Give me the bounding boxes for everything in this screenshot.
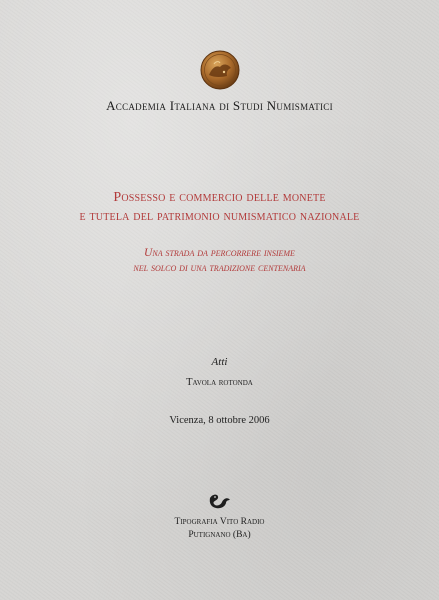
proceedings-label: Atti (211, 356, 228, 368)
publisher-logo-icon (207, 492, 233, 510)
publisher-block (0, 516, 439, 542)
academy-name: Accademia Italiana di Studi Numismatici (106, 98, 333, 113)
book-subtitle-line-1: Una strada da percorrere insieme (144, 247, 295, 259)
publisher-name: Tipografia Vito Radio (174, 517, 265, 527)
book-title (0, 188, 439, 226)
event-type: Tavola rotonda (186, 377, 253, 388)
book-subtitle-line-2: nel solco di una tradizione centenaria (133, 262, 306, 274)
coin-medallion-icon (200, 50, 240, 90)
publisher-city: Putignano (Ba) (188, 530, 251, 540)
book-title-line-2: e tutela del patrimonio numismatico nazionale (79, 209, 360, 224)
book-title-line-1: Possesso e commercio delle monete (113, 190, 326, 205)
book-subtitle (0, 246, 439, 276)
place-and-date: Vicenza, 8 ottobre 2006 (169, 415, 270, 426)
